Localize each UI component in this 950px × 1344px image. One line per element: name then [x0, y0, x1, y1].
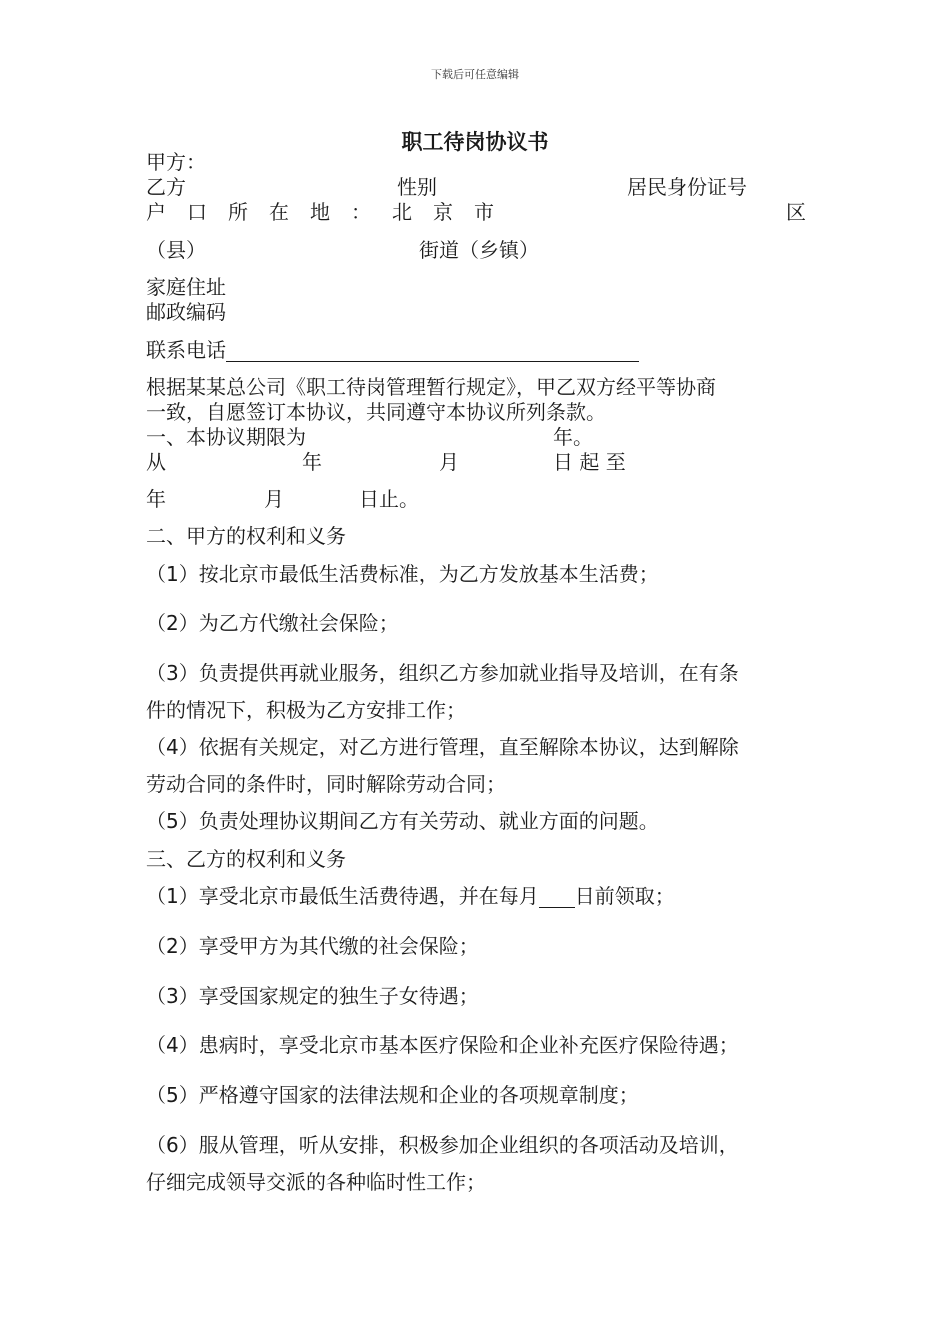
id-number-label: 居民身份证号: [627, 175, 747, 199]
phone-line: [146, 338, 639, 362]
clause-line: （1）按北京市最低生活费标准，为乙方发放基本生活费；: [146, 562, 659, 586]
clause-text: 日前领取；: [574, 884, 675, 908]
intro-line: 根据某某总公司《职工待岗管理暂行规定》，甲乙双方经平等协商: [146, 375, 716, 399]
hukou-char: 北: [392, 200, 412, 224]
hukou-char: 区: [786, 200, 806, 224]
intro-line: 一致，自愿签订本协议，共同遵守本协议所列条款。: [146, 400, 606, 424]
party-a-label: 甲方：: [146, 150, 206, 174]
phone-blank: [226, 339, 639, 362]
end-month: 月: [264, 487, 284, 511]
day-blank: [539, 885, 575, 908]
end-year: 年: [146, 487, 166, 511]
clause-line: （5）严格遵守国家的法律法规和企业的各项规章制度；: [146, 1083, 639, 1107]
hukou-char: 所: [228, 200, 248, 224]
end-day: 日止。: [359, 487, 419, 511]
section-heading: 二、甲方的权利和义务: [146, 524, 346, 548]
county-label: （县）: [146, 238, 206, 262]
phone-label: 联系电话: [146, 338, 226, 362]
clause-line: （4）依据有关规定，对乙方进行管理，直至解除本协议，达到解除: [146, 735, 739, 759]
section-heading: 三、乙方的权利和义务: [146, 847, 346, 871]
clause-line: （3）负责提供再就业服务，组织乙方参加就业指导及培训，在有条: [146, 661, 739, 685]
clause-line: 件的情况下，积极为乙方安排工作；: [146, 698, 466, 722]
clause-line: 仔细完成领导交派的各种临时性工作；: [146, 1170, 486, 1194]
home-address-label: 家庭住址: [146, 275, 226, 299]
term-year: 年。: [553, 425, 593, 449]
from-year: 年: [302, 450, 322, 474]
hukou-char: ：: [351, 200, 371, 224]
postcode-label: 邮政编码: [146, 300, 226, 324]
clause-line: （2）为乙方代缴社会保险；: [146, 611, 399, 635]
hukou-char: 户: [146, 200, 166, 224]
hukou-char: 地: [310, 200, 330, 224]
clause-line: 劳动合同的条件时，同时解除劳动合同；: [146, 772, 506, 796]
from-label: 从: [146, 450, 166, 474]
hukou-char: 京: [433, 200, 453, 224]
gender-label: 性别: [397, 175, 437, 199]
clause-line: （6）服从管理，听从安排，积极参加企业组织的各项活动及培训，: [146, 1133, 739, 1157]
party-b-label: 乙方: [146, 175, 186, 199]
from-month: 月: [439, 450, 459, 474]
clause-line: （5）负责处理协议期间乙方有关劳动、就业方面的问题。: [146, 809, 659, 833]
hukou-char: 口: [187, 200, 207, 224]
from-day: 日 起 至: [553, 450, 626, 474]
street-label: 街道（乡镇）: [419, 238, 539, 262]
clause-line: （4）患病时，享受北京市基本医疗保险和企业补充医疗保险待遇；: [146, 1033, 739, 1057]
hukou-char: 市: [474, 200, 494, 224]
clause-line: （3）享受国家规定的独生子女待遇；: [146, 984, 479, 1008]
document-title: 职工待岗协议书: [401, 130, 549, 154]
clause-text: （1）享受北京市最低生活费待遇，并在每月: [146, 884, 539, 908]
header-note: 下载后可任意编辑: [431, 68, 519, 81]
term-label: 一、本协议期限为: [146, 425, 306, 449]
hukou-char: 在: [269, 200, 289, 224]
clause-line: [146, 884, 675, 908]
clause-line: （2）享受甲方为其代缴的社会保险；: [146, 934, 479, 958]
